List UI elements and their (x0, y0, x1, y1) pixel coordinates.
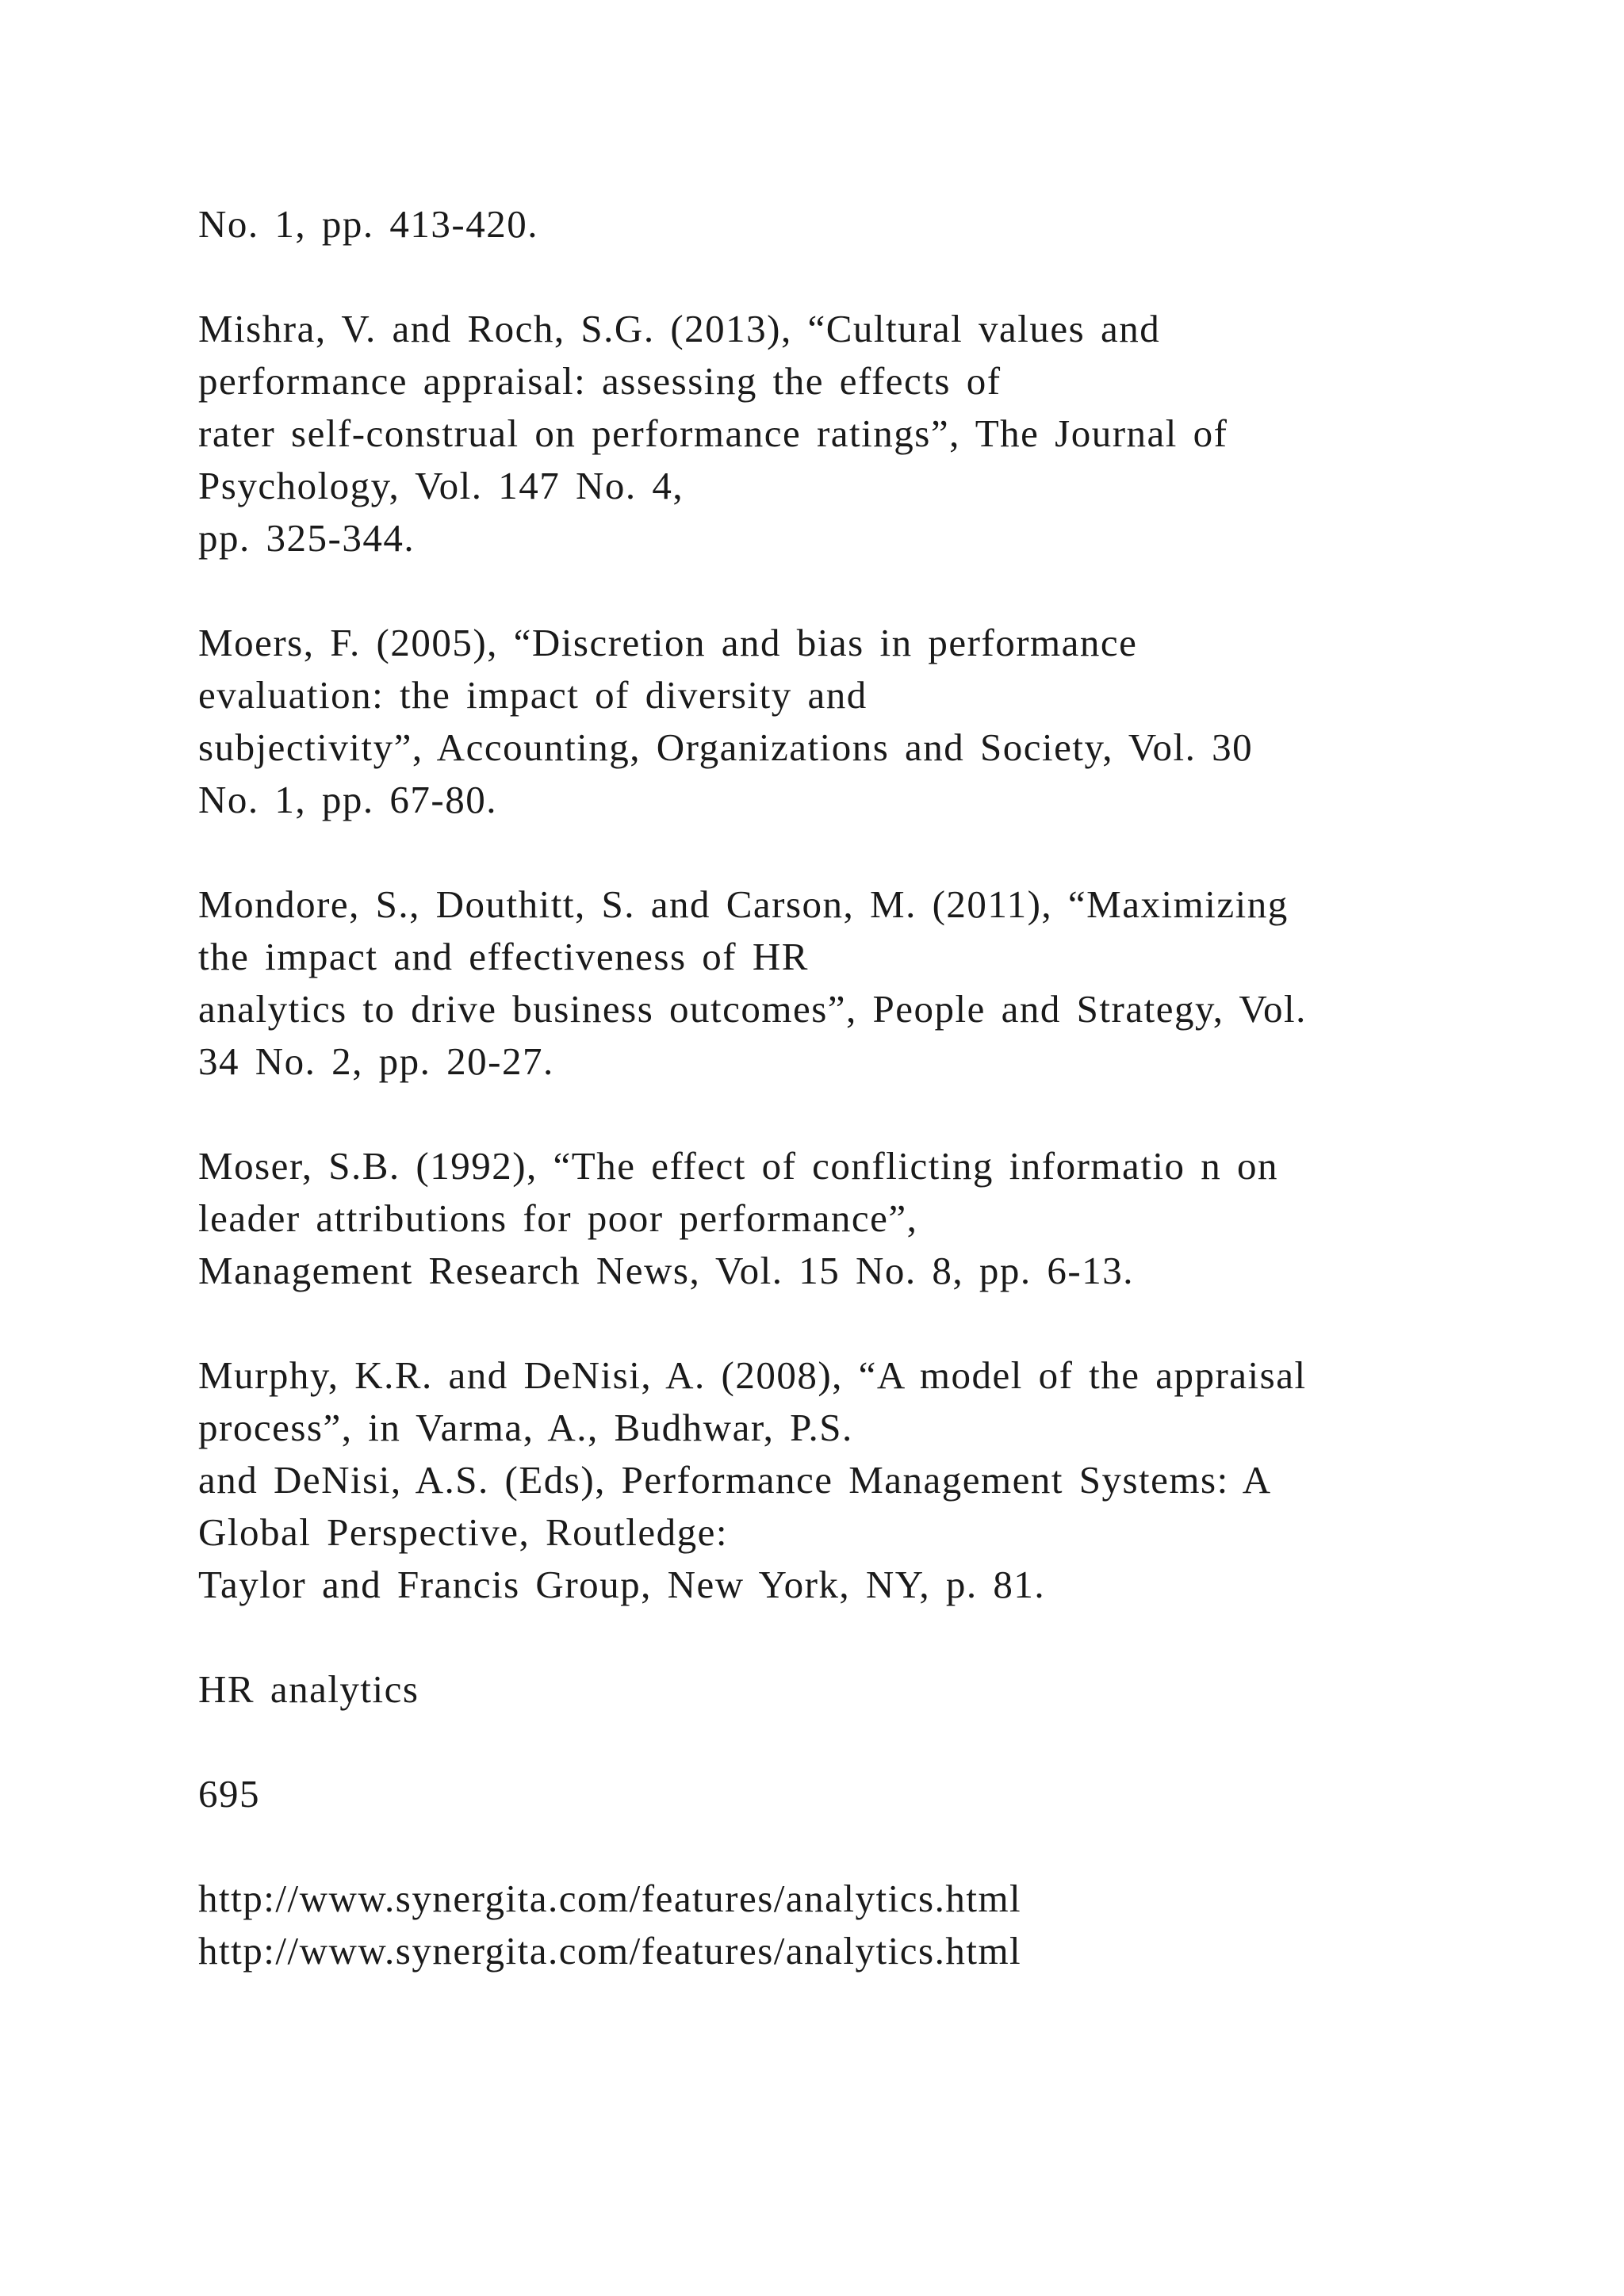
text-line: Mishra, V. and Roch, S.G. (2013), “Cultural values and (198, 307, 1161, 350)
url-link[interactable]: http://www.synergita.com/features/analytics.html (198, 1877, 1022, 1920)
text-line: Murphy, K.R. and DeNisi, A. (2008), “A model of the appraisal (198, 1353, 1307, 1397)
page-number-text: 695 (198, 1772, 260, 1816)
text-line: Global Perspective, Routledge: (198, 1510, 728, 1554)
text-line: Management Research News, Vol. 15 No. 8, pp. 6-13. (198, 1249, 1134, 1292)
document-page (198, 198, 1467, 1977)
url-list (198, 1873, 1467, 1977)
text-line: and DeNisi, A.S. (Eds), Performance Management Systems: A (198, 1458, 1272, 1502)
continuation-text (198, 198, 1467, 251)
reference-entry-moser (198, 1140, 1467, 1297)
text-line: subjectivity”, Accounting, Organizations and Society, Vol. 30 (198, 725, 1254, 769)
text-line: No. 1, pp. 67-80. (198, 778, 497, 821)
text-line: pp. 325-344. (198, 516, 416, 560)
text-line: evaluation: the impact of diversity and (198, 673, 868, 717)
text-line: analytics to drive business outcomes”, People and Strategy, Vol. (198, 987, 1307, 1031)
text-line: leader attributions for poor performance”, (198, 1196, 918, 1240)
text-line: process”, in Varma, A., Budhwar, P.S. (198, 1406, 853, 1449)
text-line: Psychology, Vol. 147 No. 4, (198, 464, 684, 507)
text-line: the impact and effectiveness of HR (198, 935, 809, 978)
text-line: Taylor and Francis Group, New York, NY, p. 81. (198, 1563, 1046, 1606)
reference-entry-moers (198, 617, 1467, 826)
page-number (198, 1768, 1467, 1820)
running-head (198, 1663, 1467, 1716)
reference-entry-mondore (198, 878, 1467, 1088)
text-line: Moers, F. (2005), “Discretion and bias in performance (198, 621, 1138, 664)
url-link[interactable]: http://www.synergita.com/features/analytics.html (198, 1929, 1022, 1973)
text-line: Mondore, S., Douthitt, S. and Carson, M. (2011), “Maximizing (198, 882, 1289, 926)
reference-entry-murphy (198, 1349, 1467, 1611)
text-line: No. 1, pp. 413-420. (198, 202, 538, 246)
running-head-text: HR analytics (198, 1667, 419, 1711)
text-line: performance appraisal: assessing the effects of (198, 359, 1002, 403)
reference-entry-mishra (198, 303, 1467, 564)
text-line: rater self-construal on performance ratings”, The Journal of (198, 411, 1228, 455)
text-line: Moser, S.B. (1992), “The effect of conflicting informatio n on (198, 1144, 1279, 1188)
text-line: 34 No. 2, pp. 20-27. (198, 1039, 554, 1083)
